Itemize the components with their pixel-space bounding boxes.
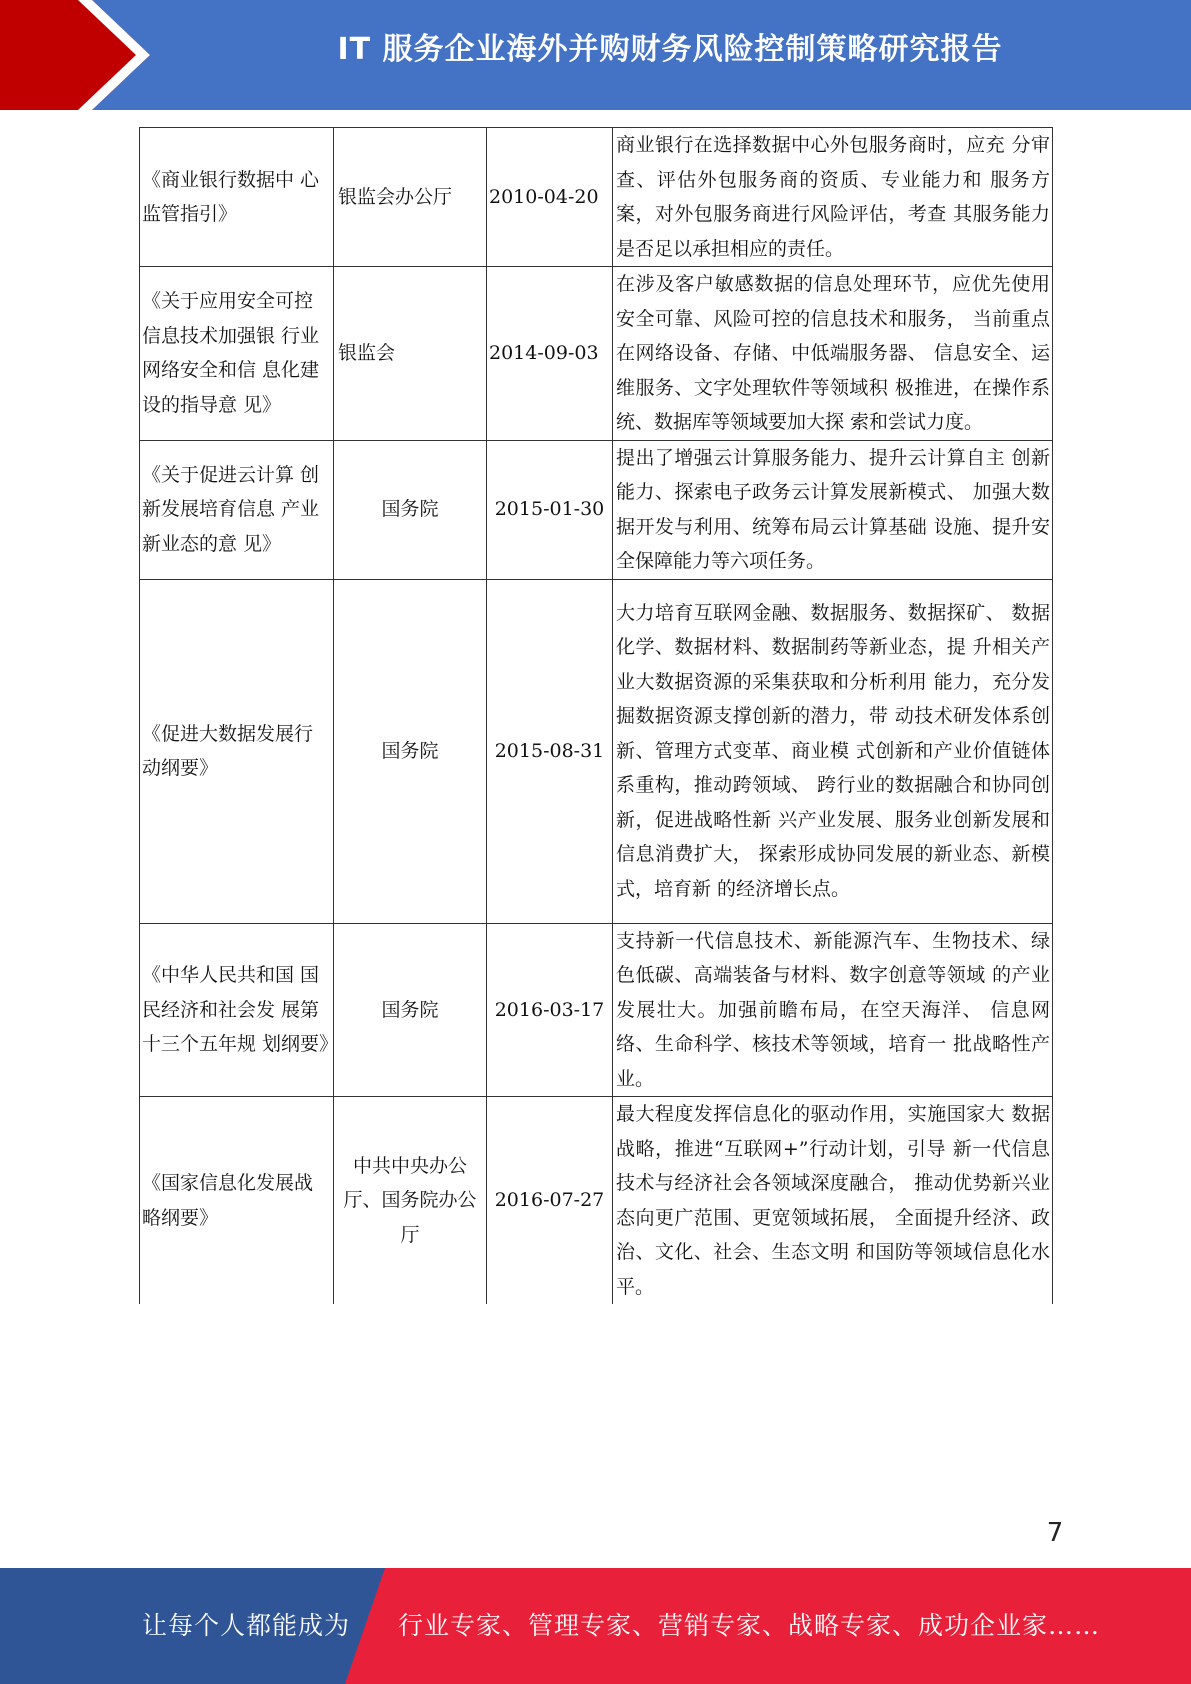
- agency-cell: 国务院: [334, 440, 487, 579]
- document-name-cell: 《促进大数据发展行动纲要》: [140, 579, 334, 923]
- content-cell: 商业银行在选择数据中心外包服务商时，应充 分审查、评估外包服务商的资质、专业能力和 服务方案，对外包服务商进行风险评估，考查 其服务能力是否足以承担相应的责任。: [613, 128, 1053, 267]
- agency-cell: 国务院: [334, 923, 487, 1097]
- table-row: [140, 267, 1053, 441]
- table-row: [140, 579, 1053, 923]
- report-title: IT 服务企业海外并购财务风险控制策略研究报告: [337, 32, 1003, 67]
- footer-slogan-left: 让每个人都能成为: [142, 1611, 351, 1640]
- content-cell: 最大程度发挥信息化的驱动作用，实施国家大 数据战略，推进“互联网+”行动计划，引导 新一代信息技术与经济社会各领域深度融合， 推动优势新兴业态向更广范围、更宽领域拓展， 全面提升经济、政治、文化、社会、生态文明 和国防等领域信息化水平。: [613, 1097, 1053, 1305]
- document-name-cell: 《中华人民共和国 国民经济和社会发 展第十三个五年规 划纲要》: [140, 923, 334, 1097]
- date-cell: 2016-07-27: [487, 1097, 613, 1305]
- page-header: [0, 0, 1191, 110]
- table-row: [140, 440, 1053, 579]
- table-row: [140, 128, 1053, 267]
- document-name-cell: 《关于促进云计算 创新发展培育信息 产业新业态的意 见》: [140, 440, 334, 579]
- content-cell: 支持新一代信息技术、新能源汽车、生物技术、绿色低碳、高端装备与材料、数字创意等领域 的产业发展壮大。加强前瞻布局，在空天海洋、 信息网络、生命科学、核技术等领域，培育一 批战略性产业。: [613, 923, 1053, 1097]
- policy-table: [139, 127, 1052, 1304]
- date-cell: 2015-01-30: [487, 440, 613, 579]
- agency-cell: 银监会办公厅: [334, 128, 487, 267]
- content-cell: 在涉及客户敏感数据的信息处理环节，应优先使用安全可靠、风险可控的信息技术和服务， 当前重点在网络设备、存储、中低端服务器、 信息安全、运维服务、文字处理软件等领域积 极推进，在操作系统、数据库等领域要加大探 索和尝试力度。: [613, 267, 1053, 441]
- page-footer: [0, 1568, 1191, 1684]
- date-cell: 2014-09-03: [487, 267, 613, 441]
- content-cell: 提出了增强云计算服务能力、提升云计算自主 创新能力、探索电子政务云计算发展新模式、 加强大数据开发与利用、统筹布局云计算基础 设施、提升安全保障能力等六项任务。: [613, 440, 1053, 579]
- table-row: [140, 1097, 1053, 1305]
- table-row: [140, 923, 1053, 1097]
- date-cell: 2016-03-17: [487, 923, 613, 1097]
- date-cell: 2010-04-20: [487, 128, 613, 267]
- agency-cell: 国务院: [334, 579, 487, 923]
- content-cell: 大力培育互联网金融、数据服务、数据探矿、 数据化学、数据材料、数据制药等新业态，提 升相关产业大数据资源的采集获取和分析利用 能力，充分发掘数据资源支撑创新的潜力，带 动技术研发体系创新、管理方式变革、商业模 式创新和产业价值链体系重构，推动跨领域、 跨行业的数据融合和协同创新，促进战略性新 兴产业发展、服务业创新发展和信息消费扩大， 探索形成协同发展的新业态、新模式，培育新 的经济增长点。: [613, 579, 1053, 923]
- footer-slogan-right: 行业专家、管理专家、营销专家、战略专家、成功企业家……: [398, 1611, 1101, 1640]
- agency-cell: 中共中央办公厅、国务院办公厅: [334, 1097, 487, 1305]
- agency-cell: 银监会: [334, 267, 487, 441]
- document-name-cell: 《商业银行数据中 心监管指引》: [140, 128, 334, 267]
- date-cell: 2015-08-31: [487, 579, 613, 923]
- document-name-cell: 《关于应用安全可控信息技术加强银 行业网络安全和信 息化建设的指导意 见》: [140, 267, 334, 441]
- page-number: 7: [1046, 1518, 1064, 1548]
- document-name-cell: 《国家信息化发展战略纲要》: [140, 1097, 334, 1305]
